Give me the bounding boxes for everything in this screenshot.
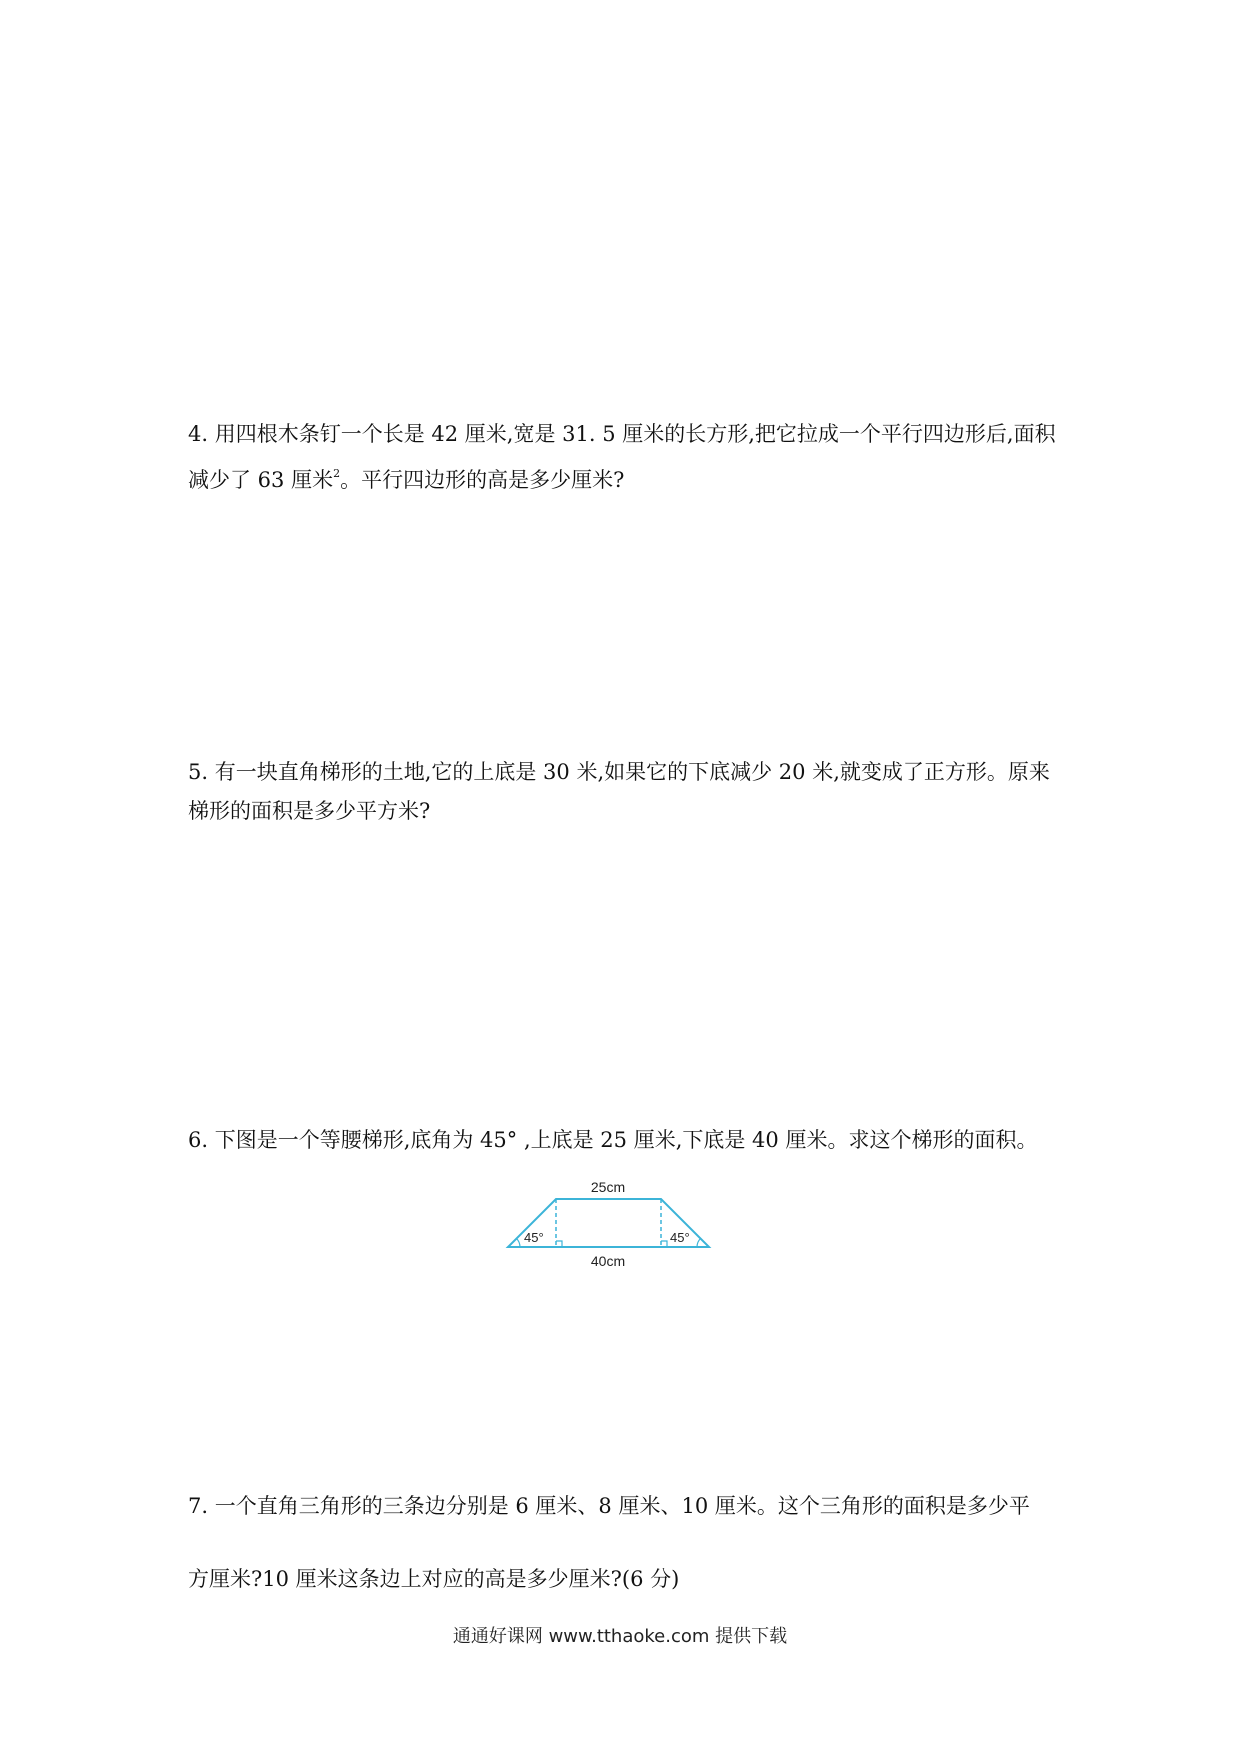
question-4-line-2-text: 减少了 63 厘米 <box>188 468 334 492</box>
question-4 <box>188 415 1068 500</box>
right-angle-label: 45° <box>670 1230 690 1245</box>
top-base-label: 25cm <box>590 1179 626 1195</box>
square-unit-exponent: 2 <box>333 467 341 480</box>
left-angle-arc <box>517 1239 521 1248</box>
bottom-base-label: 40cm <box>590 1253 626 1269</box>
question-4-line-2 <box>188 454 1068 500</box>
question-4-line-1: 4. 用四根木条钉一个长是 42 厘米,宽是 31. 5 厘米的长方形,把它拉成一个平行四边形后,面积 <box>188 422 1056 446</box>
question-6-line-1: 6. 下图是一个等腰梯形,底角为 45° ,上底是 25 厘米,下底是 40 厘米。求这个梯形的面积。 <box>188 1128 1038 1152</box>
left-angle-label: 45° <box>524 1230 544 1245</box>
question-7-continued <box>188 1560 1068 1599</box>
question-4-line-2-tail: 。平行四边形的高是多少厘米? <box>340 468 625 492</box>
question-5-line-1: 5. 有一块直角梯形的土地,它的上底是 30 米,如果它的下底减少 20 米,就变成了正方形。原来 <box>188 760 1050 784</box>
question-5 <box>188 753 1068 831</box>
question-5-line-2: 梯形的面积是多少平方米? <box>188 799 431 823</box>
question-7-line-2: 方厘米?10 厘米这条边上对应的高是多少厘米?(6 分) <box>188 1567 680 1591</box>
question-7-line-1: 7. 一个直角三角形的三条边分别是 6 厘米、8 厘米、10 厘米。这个三角形的面积是多少平 <box>188 1494 1030 1518</box>
right-angle-arc <box>697 1239 701 1248</box>
trapezoid-figure <box>500 1160 750 1270</box>
question-6 <box>188 1121 1068 1160</box>
footer-source-note: 通通好课网 www.tthaoke.com 提供下载 <box>452 1626 788 1647</box>
question-7 <box>188 1487 1068 1526</box>
